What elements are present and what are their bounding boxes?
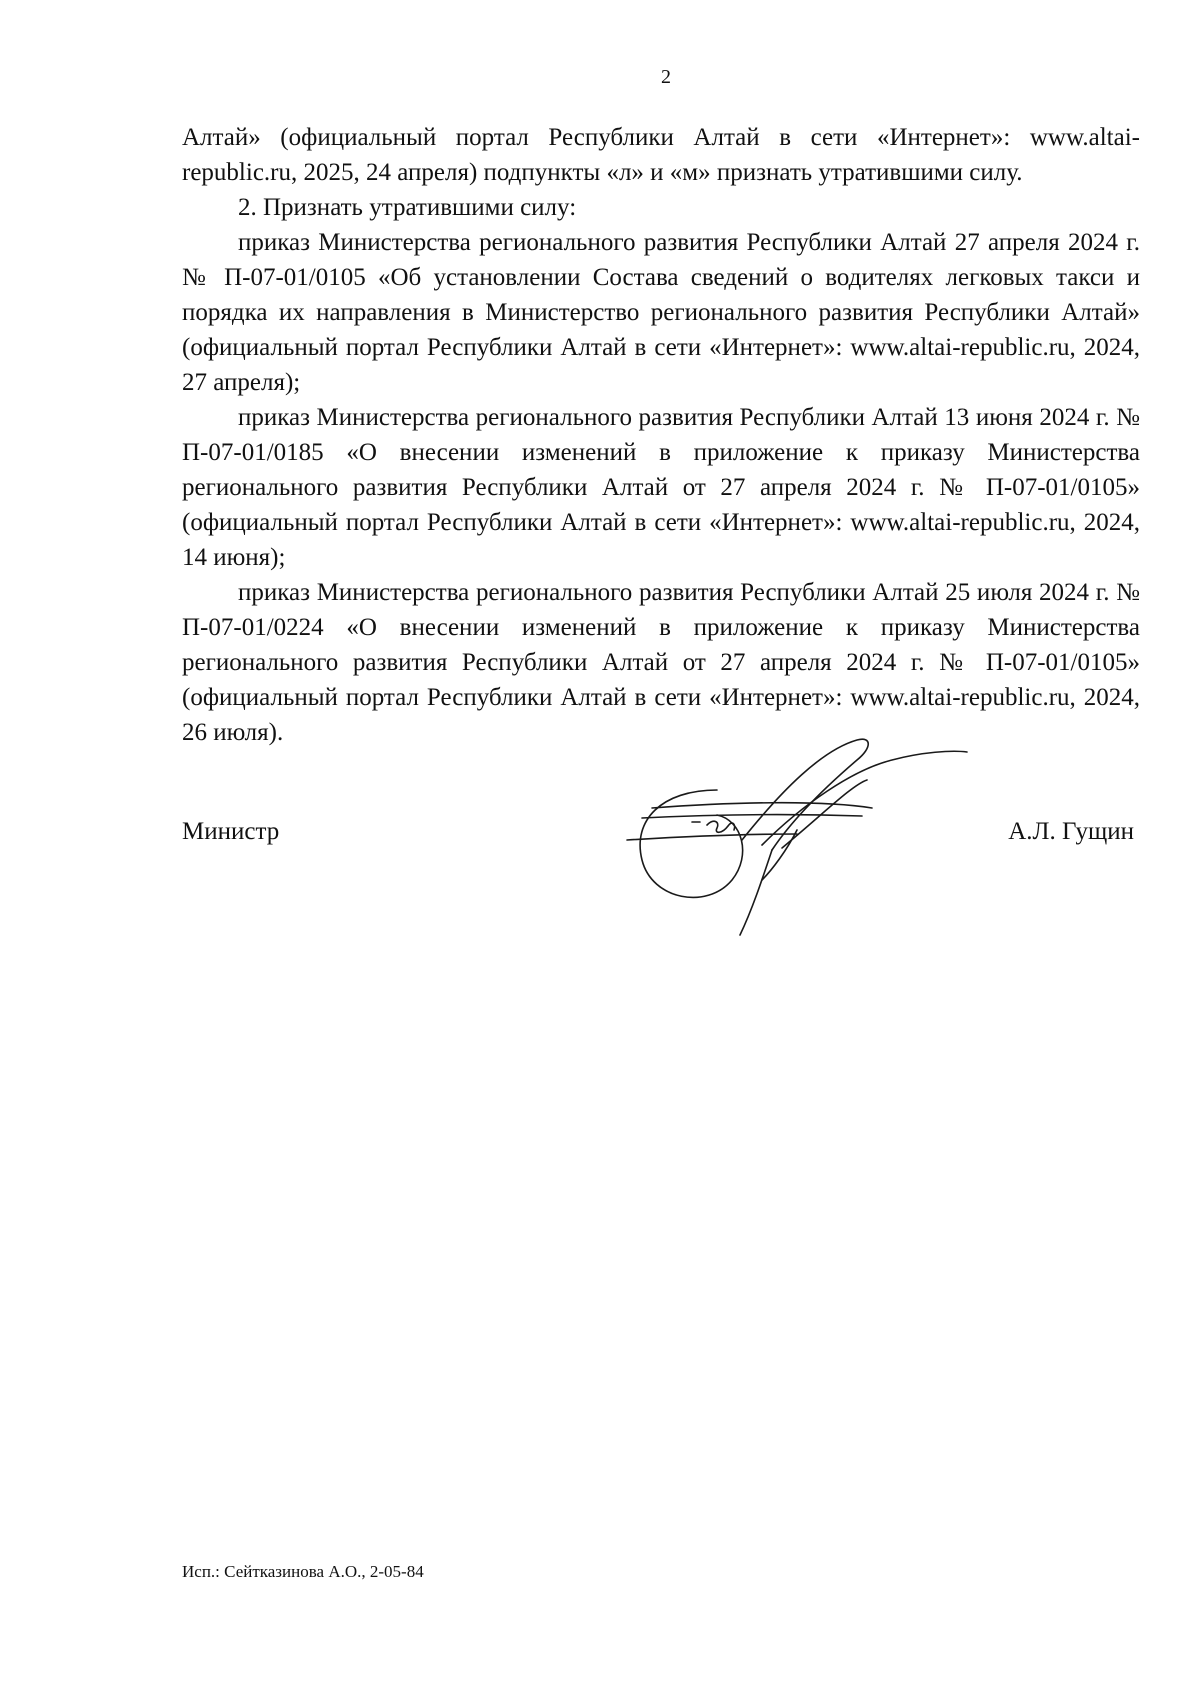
- paragraph-order-0185: приказ Министерства регионального развития Республики Алтай 13 июня 2024 г. № П-07-01/0185 «О внесении изменений в приложение к приказу Министерства регионального развития Республики Алтай от 27 апреля 2024 г. № П-07-01/0105» (официальный портал Республики Алтай в сети «Интернет»: www.altai-republic.ru, 2024, 14 июня);: [182, 404, 1140, 571]
- executor-note: Исп.: Сейтказинова А.О., 2-05-84: [182, 1562, 424, 1581]
- handwritten-signature-icon: [622, 730, 982, 940]
- paragraph-item-2: 2. Признать утратившими силу:: [238, 194, 577, 221]
- page-number: 2: [661, 66, 671, 88]
- signature-block: [182, 740, 1140, 940]
- paragraph-continuation: Алтай» (официальный портал Республики Алтай в сети «Интернет»: www.altai-republic.ru, 2025, 24 апреля) подпункты «л» и «м» признать утратившими силу.: [182, 124, 1140, 186]
- signer-name: А.Л. Гущин: [1008, 818, 1134, 845]
- document-body: [182, 120, 1140, 750]
- signer-title: Министр: [182, 818, 280, 845]
- paragraph-order-0224: приказ Министерства регионального развития Республики Алтай 25 июля 2024 г. № П-07-01/0224 «О внесении изменений в приложение к приказу Министерства регионального развития Республики Алтай от 27 апреля 2024 г. № П-07-01/0105» (официальный портал Республики Алтай в сети «Интернет»: www.altai-republic.ru, 2024, 26 июля).: [182, 579, 1140, 746]
- paragraph-order-0105: приказ Министерства регионального развития Республики Алтай 27 апреля 2024 г. № П-07-01/0105 «Об установлении Состава сведений о водителях легковых такси и порядка их направления в Министерство регионального развития Республики Алтай» (официальный портал Республики Алтай в сети «Интернет»: www.altai-republic.ru, 2024, 27 апреля);: [182, 229, 1140, 396]
